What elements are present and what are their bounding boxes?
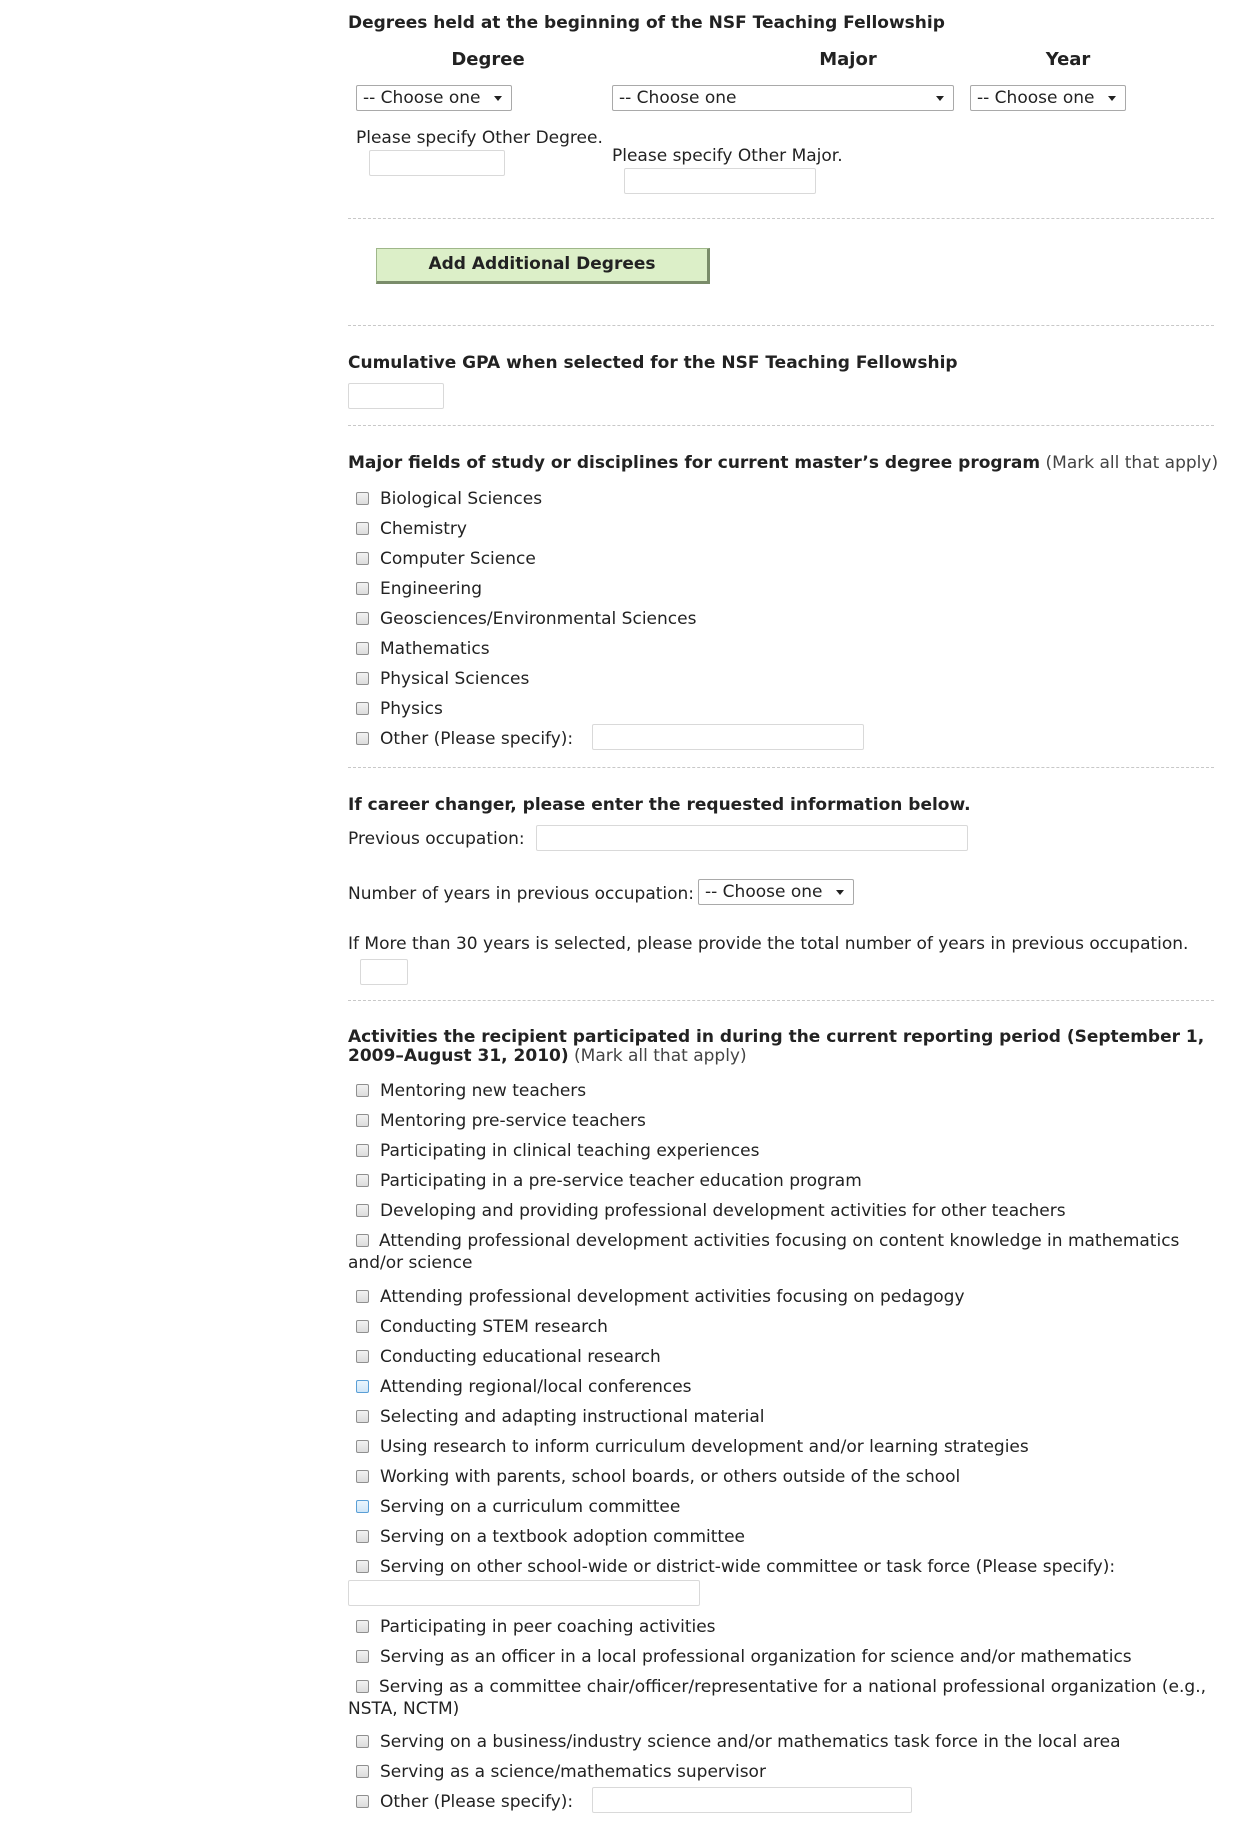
dropdown-arrow-icon bbox=[1108, 96, 1116, 101]
career-heading: If career changer, please enter the requested information below. bbox=[348, 795, 971, 815]
divider bbox=[348, 325, 1214, 326]
major-select[interactable] bbox=[612, 85, 954, 111]
checkbox[interactable] bbox=[356, 1440, 369, 1453]
degree-select[interactable] bbox=[356, 85, 512, 111]
activities-heading: Activities the recipient participated in during the current reporting period (September 1, 2009–August 31, 2010) bbox=[348, 1027, 1205, 1066]
checkbox-label: Computer Science bbox=[380, 549, 536, 569]
divider bbox=[348, 1000, 1214, 1001]
divider bbox=[348, 767, 1214, 768]
checkbox-label: Attending regional/local conferences bbox=[380, 1377, 692, 1397]
divider bbox=[348, 218, 1214, 219]
other-major-label: Please specify Other Major. bbox=[612, 146, 843, 166]
dropdown-arrow-icon bbox=[494, 96, 502, 101]
checkbox[interactable] bbox=[356, 1795, 369, 1808]
years-select-value: -- Choose one bbox=[705, 882, 823, 902]
major-select-value: -- Choose one bbox=[619, 88, 737, 108]
checkbox-label: Serving as a science/mathematics supervisor bbox=[380, 1762, 766, 1782]
checkbox-label: Serving on a textbook adoption committee bbox=[380, 1527, 745, 1547]
checkbox-label: Mentoring pre-service teachers bbox=[380, 1111, 646, 1131]
checkbox-label: Participating in clinical teaching experiences bbox=[380, 1141, 760, 1161]
checkbox-label: Using research to inform curriculum development and/or learning strategies bbox=[380, 1437, 1029, 1457]
dropdown-arrow-icon bbox=[836, 890, 844, 895]
checkbox-label: Serving on a curriculum committee bbox=[380, 1497, 681, 1517]
checkbox[interactable] bbox=[356, 1234, 369, 1247]
checkbox[interactable] bbox=[356, 522, 369, 535]
fields-heading-row bbox=[348, 453, 1218, 473]
previous-occupation-input[interactable] bbox=[536, 825, 968, 851]
checkbox-label: Mathematics bbox=[380, 639, 490, 659]
checkbox[interactable] bbox=[356, 1204, 369, 1217]
checkbox[interactable] bbox=[356, 642, 369, 655]
year-column-header: Year bbox=[1045, 49, 1091, 70]
fields-other-input[interactable] bbox=[592, 724, 864, 750]
checkbox-label: Chemistry bbox=[380, 519, 467, 539]
years-label: Number of years in previous occupation: bbox=[348, 884, 695, 904]
activities-committee-specify-input[interactable] bbox=[348, 1580, 700, 1606]
checkbox[interactable] bbox=[356, 1500, 369, 1513]
checkbox[interactable] bbox=[356, 1084, 369, 1097]
checkbox-row bbox=[348, 1230, 1218, 1274]
checkbox-label: Attending professional development activities focusing on content knowledge in mathematics and/or science bbox=[348, 1231, 1180, 1273]
degree-column-header: Degree bbox=[451, 49, 525, 70]
fields-heading: Major fields of study or disciplines for current master’s degree program bbox=[348, 453, 1041, 473]
checkbox[interactable] bbox=[356, 1144, 369, 1157]
year-select-value: -- Choose one bbox=[977, 88, 1095, 108]
checkbox-label: Serving on other school-wide or district-wide committee or task force (Please specify): bbox=[380, 1557, 1116, 1577]
major-column-header: Major bbox=[819, 49, 877, 70]
total-years-input[interactable] bbox=[360, 959, 408, 985]
activities-note: (Mark all that apply) bbox=[574, 1046, 747, 1066]
checkbox[interactable] bbox=[356, 1380, 369, 1393]
activities-heading-row bbox=[348, 1028, 1208, 1066]
checkbox-label: Attending professional development activities focusing on pedagogy bbox=[380, 1287, 965, 1307]
checkbox[interactable] bbox=[356, 1735, 369, 1748]
checkbox[interactable] bbox=[356, 582, 369, 595]
degrees-heading: Degrees held at the beginning of the NSF Teaching Fellowship bbox=[348, 13, 945, 33]
checkbox[interactable] bbox=[356, 1114, 369, 1127]
dropdown-arrow-icon bbox=[936, 96, 944, 101]
checkbox[interactable] bbox=[356, 1765, 369, 1778]
checkbox[interactable] bbox=[356, 1680, 369, 1693]
activities-other-input[interactable] bbox=[592, 1787, 912, 1813]
checkbox-label: Serving as an officer in a local professional organization for science and/or mathematics bbox=[380, 1647, 1132, 1667]
checkbox[interactable] bbox=[356, 492, 369, 505]
other-major-input[interactable] bbox=[624, 168, 816, 194]
other-degree-input[interactable] bbox=[369, 150, 505, 176]
add-degrees-button[interactable]: Add Additional Degrees bbox=[376, 248, 710, 284]
checkbox-label: Developing and providing professional development activities for other teachers bbox=[380, 1201, 1066, 1221]
checkbox-label: Mentoring new teachers bbox=[380, 1081, 587, 1101]
checkbox-label: Working with parents, school boards, or others outside of the school bbox=[380, 1467, 961, 1487]
checkbox-label: Other (Please specify): bbox=[380, 1792, 574, 1812]
checkbox-label: Conducting STEM research bbox=[380, 1317, 608, 1337]
checkbox[interactable] bbox=[356, 1650, 369, 1663]
checkbox-label: Biological Sciences bbox=[380, 489, 543, 509]
year-select[interactable] bbox=[970, 85, 1126, 111]
checkbox-label: Serving as a committee chair/officer/representative for a national professional organization (e.g., NSTA, NCTM) bbox=[348, 1677, 1207, 1719]
fields-note: (Mark all that apply) bbox=[1045, 453, 1219, 473]
checkbox-label: Engineering bbox=[380, 579, 482, 599]
checkbox[interactable] bbox=[356, 1410, 369, 1423]
years-select[interactable] bbox=[698, 879, 854, 905]
checkbox[interactable] bbox=[356, 1174, 369, 1187]
checkbox[interactable] bbox=[356, 1320, 369, 1333]
checkbox[interactable] bbox=[356, 702, 369, 715]
gpa-input[interactable] bbox=[348, 383, 444, 409]
checkbox[interactable] bbox=[356, 732, 369, 745]
checkbox[interactable] bbox=[356, 1470, 369, 1483]
checkbox-row bbox=[348, 1676, 1218, 1720]
checkbox[interactable] bbox=[356, 1290, 369, 1303]
checkbox-label: Participating in a pre-service teacher education program bbox=[380, 1171, 862, 1191]
checkbox-label: Physical Sciences bbox=[380, 669, 530, 689]
checkbox-label: Selecting and adapting instructional material bbox=[380, 1407, 765, 1427]
more-than-30-label: If More than 30 years is selected, please provide the total number of years in previous occupation. bbox=[348, 934, 1189, 954]
degree-select-value: -- Choose one bbox=[363, 88, 481, 108]
checkbox[interactable] bbox=[356, 1620, 369, 1633]
checkbox[interactable] bbox=[356, 1530, 369, 1543]
checkbox-label: Geosciences/Environmental Sciences bbox=[380, 609, 697, 629]
other-degree-label: Please specify Other Degree. bbox=[356, 128, 603, 148]
checkbox-label: Participating in peer coaching activities bbox=[380, 1617, 716, 1637]
checkbox-label: Other (Please specify): bbox=[380, 729, 574, 749]
gpa-heading: Cumulative GPA when selected for the NSF Teaching Fellowship bbox=[348, 353, 958, 373]
checkbox[interactable] bbox=[356, 672, 369, 685]
checkbox-label: Serving on a business/industry science and/or mathematics task force in the local area bbox=[380, 1732, 1121, 1752]
checkbox[interactable] bbox=[356, 552, 369, 565]
divider bbox=[348, 425, 1214, 426]
checkbox-label: Conducting educational research bbox=[380, 1347, 661, 1367]
previous-occupation-label: Previous occupation: bbox=[348, 829, 525, 849]
checkbox[interactable] bbox=[356, 612, 369, 625]
checkbox[interactable] bbox=[356, 1350, 369, 1363]
checkbox-label: Physics bbox=[380, 699, 443, 719]
checkbox[interactable] bbox=[356, 1560, 369, 1573]
